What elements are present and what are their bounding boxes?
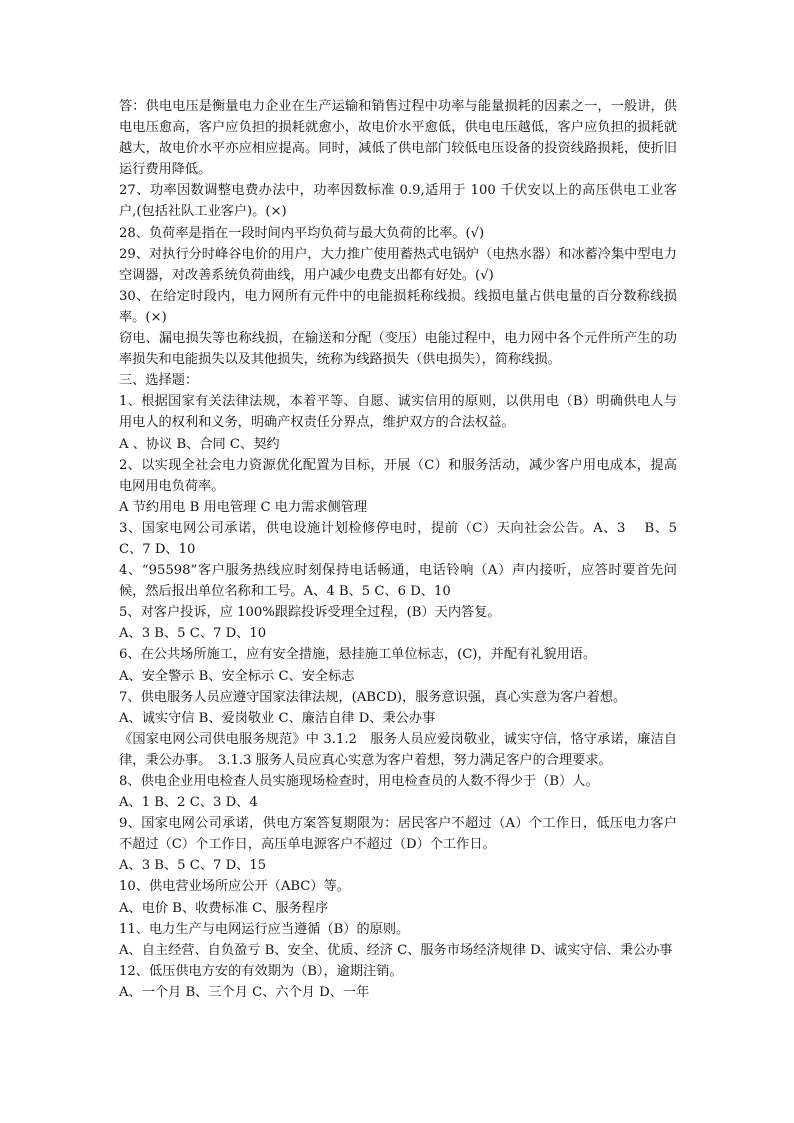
choice-question-4: 4、“95598”客户服务热线应时刻保持电话畅通，电话铃响（A）声内接听，应答时要首先问候，然后报出单位名称和工号。A、4 B、5 C、6 D、10 xyxy=(119,563,677,600)
question-27: 27、功率因数调整电费办法中，功率因数标准 0.9,适用于 100 千伏安以上的高压供电工业客户,(包括社队工业客户)。(×) xyxy=(119,183,677,220)
answer-paragraph: 答：供电电压是衡量电力企业在生产运输和销售过程中功率与能量损耗的因素之一，一般讲，供电电压愈高，客户应负担的损耗就愈小，故电价水平愈低，供电电压越低，客户应负担的损耗就越大，故电价水平亦应相应提高。同时，减低了供电部门较低电压设备的投资线路损耗，使折旧运行费用降低。 xyxy=(119,99,677,178)
question-29: 29、对执行分时峰谷电价的用户，大力推广使用蓄热式电锅炉（电热水器）和冰蓄冷集中型电力空调器，对改善系统负荷曲线，用户减少电费支出都有好处。(√) xyxy=(119,246,677,283)
choice-options-1: A 、协议 B、合同 C、契约 xyxy=(119,436,280,452)
choice-options-10: A、电价 B、收费标准 C、服务程序 xyxy=(119,900,329,916)
choice-question-7: 7、供电服务人员应遵守国家法律法规，(ABCD)，服务意识强，真心实意为客户着想。 xyxy=(119,689,627,705)
question-28: 28、负荷率是指在一段时间内平均负荷与最大负荷的比率。(√) xyxy=(119,225,485,241)
choice-question-12: 12、低压供电方安的有效期为（B），逾期注销。 xyxy=(119,963,403,979)
question-30: 30、在给定时段内，电力网所有元件中的电能损耗称线损。线损电量占供电量的百分数称线损率。(×) xyxy=(119,288,677,325)
choice-options-6: A、安全警示 B、安全标示 C、安全标志 xyxy=(119,668,355,684)
explanation-paragraph: 窃电、漏电损失等也称线损，在输送和分配（变压）电能过程中，电力网中各个元件所产生的功率损失和电能损失以及其他损失，统称为线路损失（供电损失），简称线损。 xyxy=(119,331,677,368)
choice-options-8: A、1 B、2 C、3 D、4 xyxy=(119,795,258,811)
document-page xyxy=(119,96,691,1003)
choice-question-11: 11、电力生产与电网运行应当遵循（B）的原则。 xyxy=(119,921,410,937)
choice-options-2: A 节约用电 B 用电管理 C 电力需求侧管理 xyxy=(119,499,368,515)
choice-question-6: 6、在公共场所施工，应有安全措施，悬挂施工单位标志，(C)，并配有礼貌用语。 xyxy=(119,647,597,663)
choice-options-9: A、3 B、5 C、7 D、15 xyxy=(119,858,267,874)
choice-question-1: 1、根据国家有关法律法规，本着平等、自愿、诚实信用的原则，以供用电（B）明确供电人与用电人的权利和义务，明确产权责任分界点，维护双方的合法权益。 xyxy=(119,394,677,431)
choice-question-2: 2、以实现全社会电力资源优化配置为目标，开展（C）和服务活动，减少客户用电成本，提高电网用电负荷率。 xyxy=(119,457,677,494)
choice-options-5: A、3 B、5 C、7 D、10 xyxy=(119,626,267,642)
choice-options-12: A、一个月 B、三个月 C、六个月 D、一年 xyxy=(119,984,370,1000)
choice-question-8: 8、供电企业用电检查人员实施现场检查时，用电检查员的人数不得少于（B）人。 xyxy=(119,774,599,789)
choice-question-3: 3、国家电网公司承诺，供电设施计划检修停电时，提前（C）天向社会公告。A、3 B、5 C、7 D、10 xyxy=(119,520,691,557)
choice-question-9: 9、国家电网公司承诺，供电方案答复期限为：居民客户不超过（A）个工作日，低压电力客户不超过（C）个工作日，高压单电源客户不超过（D）个工作日。 xyxy=(119,816,677,853)
choice-options-7: A、诚实守信 B、爱岗敬业 C、廉洁自律 D、秉公办事 xyxy=(119,710,436,726)
reference-paragraph: 《国家电网公司供电服务规范》中 3.1.2 服务人员应爱岗敬业，诚实守信，恪守承诺，廉洁自律，秉公办事。 3.1.3 服务人员应真心实意为客户着想，努力满足客户的合理要求。 xyxy=(119,731,677,768)
choice-options-11: A、自主经营、自负盈亏 B、安全、优质、经济 C、服务市场经济规律 D、诚实守信、秉公办事 xyxy=(119,942,673,958)
section-heading: 三、选择题： xyxy=(119,373,199,389)
choice-question-10: 10、供电营业场所应公开（ABC）等。 xyxy=(119,879,350,895)
choice-question-5: 5、对客户投诉，应 100%跟踪投诉受理全过程，(B）天内答复。 xyxy=(119,605,501,621)
